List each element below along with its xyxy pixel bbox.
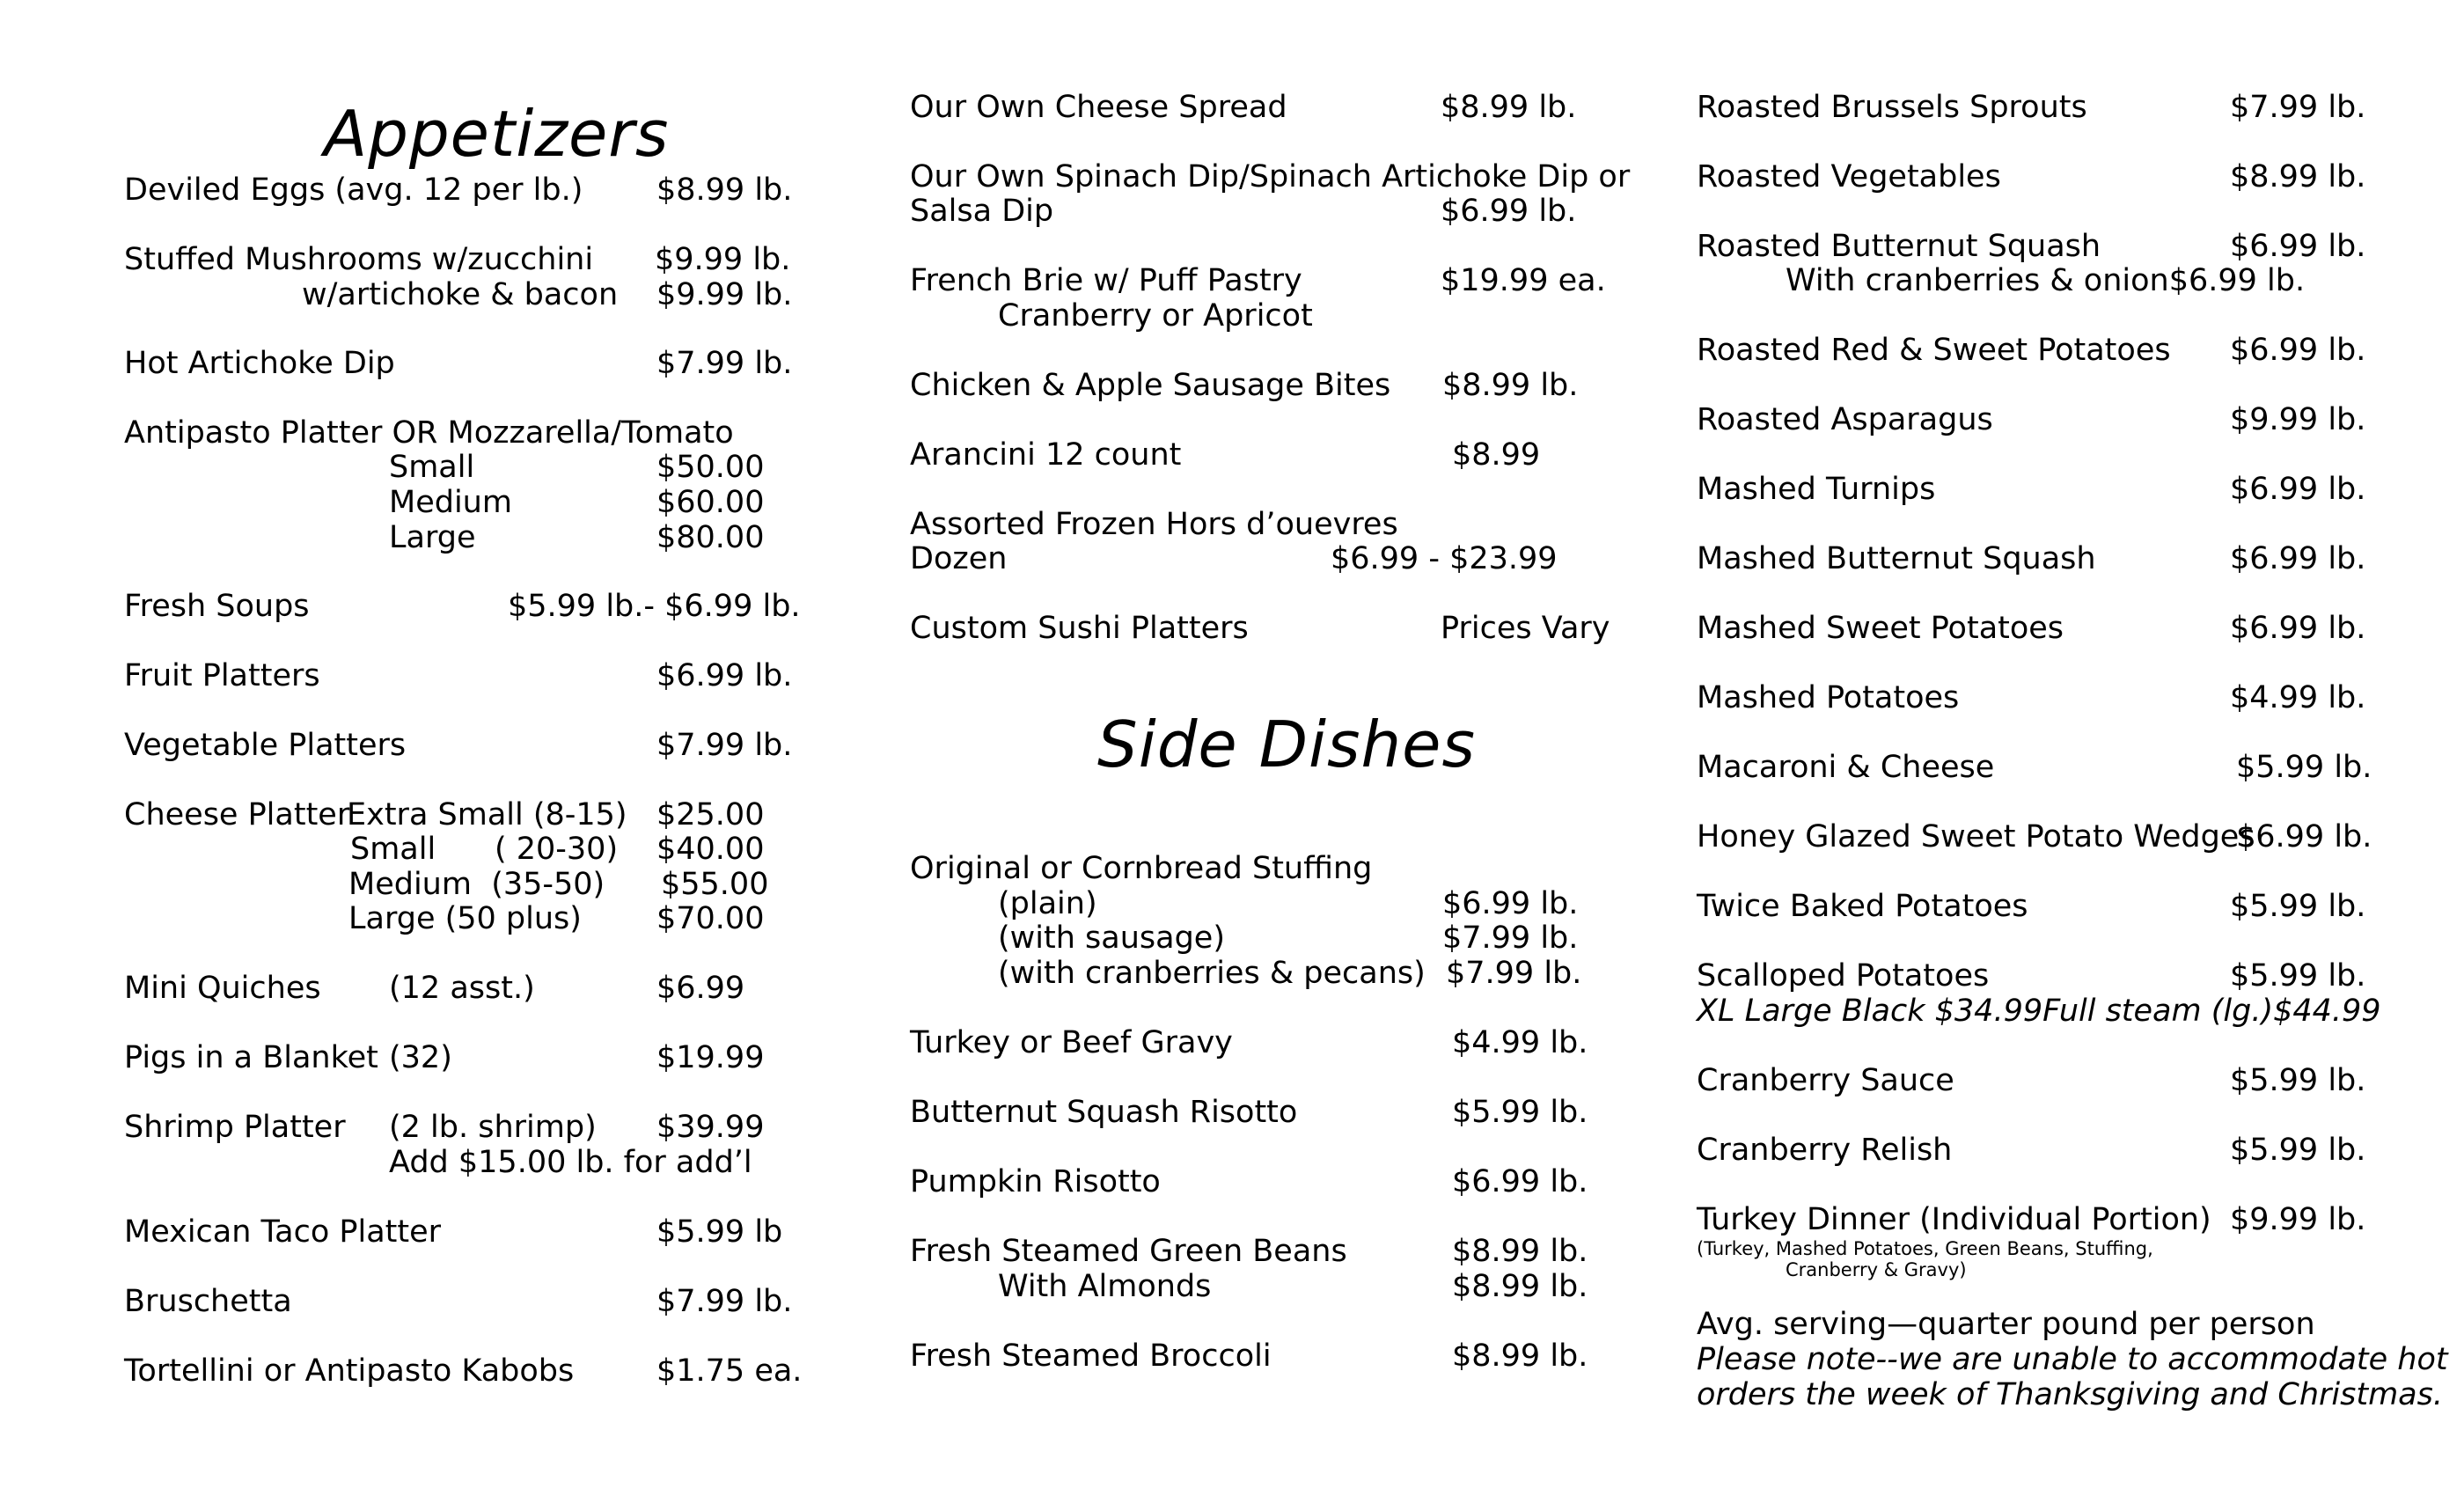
menu-item-price: $7.99 lb. — [656, 728, 793, 763]
menu-item-name: Deviled Eggs (avg. 12 per lb.) — [124, 172, 583, 208]
menu-item-price: $8.99 lb. — [1452, 1234, 1588, 1269]
menu-item-price: $6.99 - $23.99 — [1331, 541, 1558, 576]
menu-item-price: $9.99 lb. — [655, 242, 791, 277]
menu-item-price: Prices Vary — [1441, 611, 1610, 646]
menu-item-price: $5.99 lb.- $6.99 lb. — [508, 589, 801, 624]
menu-item-price: $7.99 lb. — [1442, 920, 1579, 956]
menu-item-detail: Cranberry & Gravy) — [1786, 1259, 1967, 1280]
size-label: Medium — [389, 485, 512, 520]
option-label: (with cranberries & pecans) — [998, 956, 1426, 991]
menu-item-price: $5.99 lb — [656, 1214, 783, 1250]
menu-item-detail: (12 asst.) — [389, 971, 535, 1006]
menu-item-name: Mashed Butternut Squash — [1697, 541, 2096, 576]
menu-item-price: $6.99 lb. — [656, 658, 793, 693]
menu-item-name: Mashed Turnips — [1697, 472, 1936, 507]
menu-item-price: $6.99 — [656, 971, 745, 1006]
menu-item-price: $1.75 ea. — [656, 1353, 803, 1389]
menu-item-price: $39.99 — [656, 1110, 765, 1145]
option-label: (plain) — [998, 886, 1097, 921]
menu-item-name: Turkey or Beef Gravy — [910, 1025, 1233, 1060]
menu-item-name: Scalloped Potatoes — [1697, 958, 1990, 994]
menu-item-variant: With cranberries & onion$6.99 lb. — [1786, 263, 2306, 298]
menu-item-price: $60.00 — [656, 485, 765, 520]
option-label: (with sausage) — [998, 920, 1225, 956]
menu-item-price: $7.99 lb. — [2230, 90, 2366, 125]
menu-item-name: Mini Quiches — [124, 971, 321, 1006]
menu-item-price: $7.99 lb. — [656, 1284, 793, 1319]
menu-item-price: $5.99 lb. — [2230, 1133, 2366, 1168]
menu-item-name: Mexican Taco Platter — [124, 1214, 442, 1250]
menu-item-note: Add $15.00 lb. for add’l — [389, 1145, 752, 1180]
menu-item-price: $8.99 lb. — [1452, 1338, 1588, 1374]
menu-item-name: Our Own Cheese Spread — [910, 90, 1287, 125]
menu-item-name: Arancini 12 count — [910, 437, 1182, 473]
menu-item-name-cont: Salsa Dip — [910, 194, 1054, 229]
size-label: Small — [389, 450, 475, 485]
menu-item-price: $70.00 — [656, 901, 765, 936]
menu-item-price: $7.99 lb. — [1446, 956, 1582, 991]
menu-item-name: Pumpkin Risotto — [910, 1164, 1161, 1199]
menu-item-name: Fresh Soups — [124, 589, 310, 624]
menu-item-name: Macaroni & Cheese — [1697, 750, 1995, 785]
menu-item-name: Roasted Brussels Sprouts — [1697, 90, 2087, 125]
size-label: Large — [389, 520, 476, 555]
menu-item-name: Fresh Steamed Broccoli — [910, 1338, 1272, 1374]
menu-item-name: Hot Artichoke Dip — [124, 346, 395, 381]
menu-item-price: $8.99 lb. — [2230, 159, 2366, 194]
menu-item-name: Assorted Frozen Hors d’ouevres — [910, 507, 1398, 542]
menu-item-price: $5.99 lb. — [2230, 889, 2366, 924]
menu-item-price: $6.99 lb. — [2230, 472, 2366, 507]
menu-item-name: Cheese Platter — [124, 797, 350, 832]
menu-item-name: Butternut Squash Risotto — [910, 1095, 1298, 1130]
menu-item-price: $9.99 lb. — [656, 277, 793, 312]
menu-item-name: Roasted Vegetables — [1697, 159, 2001, 194]
menu-item-price: $8.99 lb. — [656, 172, 793, 208]
menu-item-name: Cranberry Relish — [1697, 1133, 1953, 1168]
menu-item-name: Mashed Sweet Potatoes — [1697, 611, 2064, 646]
size-label: Medium (35-50) — [348, 867, 605, 902]
menu-item-price: $5.99 lb. — [2230, 958, 2366, 994]
menu-item-name: Pigs in a Blanket — [124, 1040, 378, 1075]
menu-item-price: $6.99 lb. — [1452, 1164, 1588, 1199]
menu-item-price: $40.00 — [656, 832, 765, 867]
menu-item-name: Roasted Butternut Squash — [1697, 229, 2101, 264]
menu-item-price: $4.99 lb. — [1452, 1025, 1588, 1060]
menu-item-price: $9.99 lb. — [2230, 1202, 2366, 1237]
menu-item-price: $8.99 — [1452, 437, 1541, 473]
menu-item-price: $19.99 — [656, 1040, 765, 1075]
menu-item-name: French Brie w/ Puff Pastry — [910, 263, 1302, 298]
menu-item-name: Tortellini or Antipasto Kabobs — [124, 1353, 575, 1389]
appetizers-heading: Appetizers — [324, 97, 670, 171]
menu-item-detail: (2 lb. shrimp) — [389, 1110, 597, 1145]
menu-item-name: Stuffed Mushrooms w/zucchini — [124, 242, 594, 277]
menu-item-name: Roasted Asparagus — [1697, 402, 1993, 437]
menu-item-price: $6.99 lb. — [2230, 611, 2366, 646]
menu-item-detail: (32) — [389, 1040, 452, 1075]
menu-item-name: Antipasto Platter OR Mozzarella/Tomato — [124, 415, 734, 451]
menu-item-name: Custom Sushi Platters — [910, 611, 1249, 646]
menu-item-price: $5.99 lb. — [2230, 1063, 2366, 1098]
size-label: Extra Small (8-15) — [347, 797, 627, 832]
menu-item-price: $8.99 lb. — [1441, 90, 1577, 125]
menu-item-name: Fruit Platters — [124, 658, 320, 693]
menu-item-price: $6.99 lb. — [2230, 541, 2366, 576]
menu-item-price: $80.00 — [656, 520, 765, 555]
menu-item-price: $6.99 lb. — [1442, 886, 1579, 921]
menu-item-name: Honey Glazed Sweet Potato Wedges — [1697, 819, 2255, 854]
menu-item-name: Mashed Potatoes — [1697, 680, 1960, 715]
menu-item-name: Original or Cornbread Stuffing — [910, 851, 1373, 886]
menu-item-price: $19.99 ea. — [1441, 263, 1606, 298]
menu-item-price: $25.00 — [656, 797, 765, 832]
menu-item-price: $7.99 lb. — [656, 346, 793, 381]
menu-item-name: Our Own Spinach Dip/Spinach Artichoke Dip or — [910, 159, 1631, 194]
menu-item-name: Roasted Red & Sweet Potatoes — [1697, 333, 2171, 368]
menu-item-price: $8.99 lb. — [1452, 1269, 1588, 1304]
menu-item-price: $6.99 lb. — [2230, 229, 2366, 264]
menu-item-name: Bruschetta — [124, 1284, 292, 1319]
menu-item-price: $4.99 lb. — [2230, 680, 2366, 715]
size-label: Large (50 plus) — [348, 901, 582, 936]
menu-item-name: Turkey Dinner (Individual Portion) — [1697, 1202, 2211, 1237]
hot-order-note: orders the week of Thanksgiving and Christmas. — [1697, 1377, 2443, 1412]
serving-note: Avg. serving—quarter pound per person — [1697, 1307, 2315, 1342]
menu-item-name: Cranberry Sauce — [1697, 1063, 1954, 1098]
menu-item-price: $6.99 lb. — [1441, 194, 1577, 229]
menu-item-price: $50.00 — [656, 450, 765, 485]
menu-item-name: Twice Baked Potatoes — [1697, 889, 2028, 924]
menu-item-name: Vegetable Platters — [124, 728, 407, 763]
menu-item-price: $5.99 lb. — [1452, 1095, 1588, 1130]
menu-item-price: $6.99 lb. — [2230, 333, 2366, 368]
menu-item-price: $55.00 — [661, 867, 769, 902]
menu-item-name: Fresh Steamed Green Beans — [910, 1234, 1347, 1269]
menu-item-variant: With Almonds — [998, 1269, 1212, 1304]
menu-item-name: Chicken & Apple Sausage Bites — [910, 368, 1391, 403]
menu-item-name-cont: Dozen — [910, 541, 1008, 576]
menu-item-variant: w/artichoke & bacon — [302, 277, 619, 312]
menu-item-price: $9.99 lb. — [2230, 402, 2366, 437]
size-label: Small ( 20-30) — [350, 832, 619, 867]
menu-item-price: $8.99 lb. — [1442, 368, 1579, 403]
menu-item-price: $6.99 lb. — [2236, 819, 2372, 854]
menu-item-name: Shrimp Platter — [124, 1110, 346, 1145]
menu-item-note: XL Large Black $34.99Full steam (lg.)$44.99 — [1697, 994, 2381, 1029]
menu-item-variant: Cranberry or Apricot — [998, 298, 1313, 334]
menu-item-detail: (Turkey, Mashed Potatoes, Green Beans, Stuffing, — [1697, 1238, 2153, 1259]
hot-order-note: Please note--we are unable to accommodate hot — [1697, 1342, 2448, 1377]
side-dishes-heading: Side Dishes — [1097, 708, 1476, 781]
menu-item-price: $5.99 lb. — [2236, 750, 2372, 785]
